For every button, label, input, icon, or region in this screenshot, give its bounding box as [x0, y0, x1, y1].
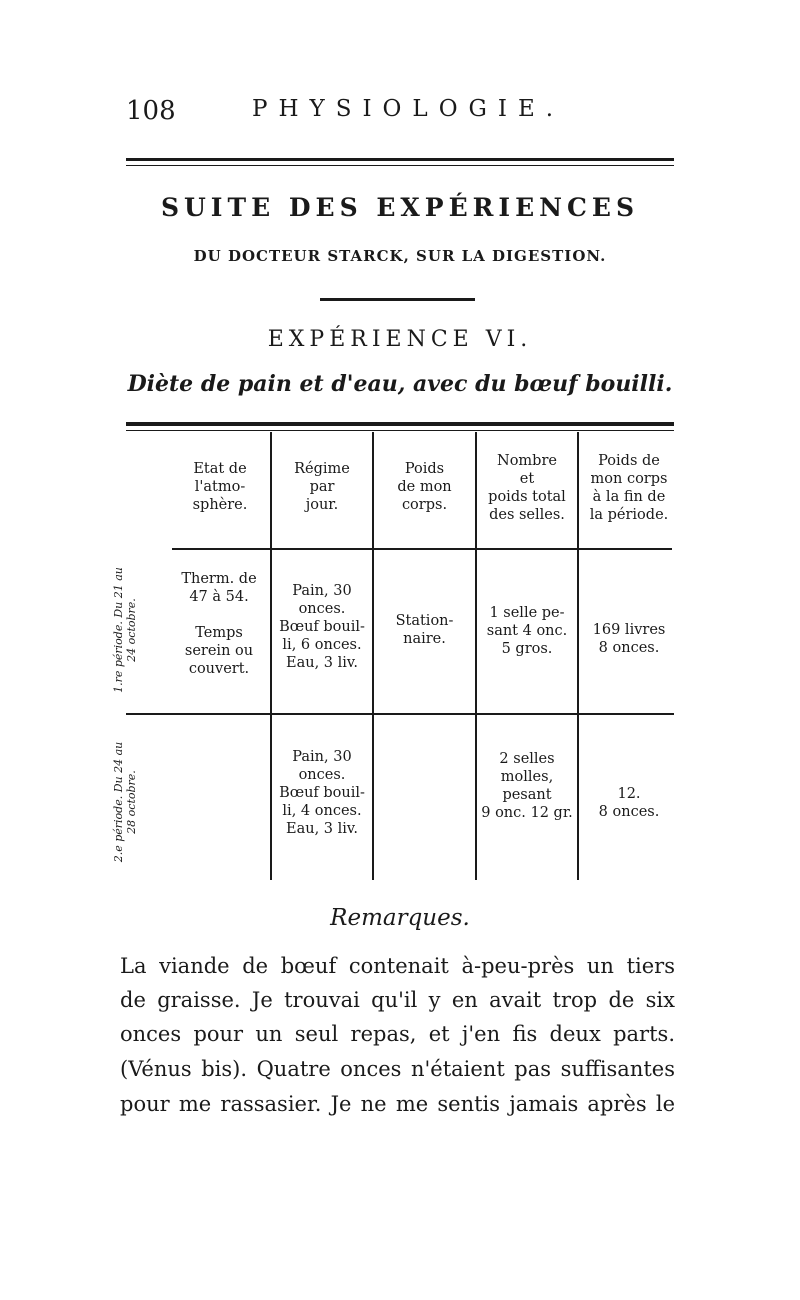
running-head: PHYSIOLOGIE.	[252, 96, 565, 122]
column-header-stools: Nombre et poids total des selles.	[488, 453, 566, 523]
table-cell: Station- naire.	[395, 613, 454, 647]
remarks-line: de graisse. Je trouvai qu'il y en avait trop de six	[120, 988, 675, 1012]
column-header-final-weight: Poids de mon corps à la fin de la période.	[589, 453, 669, 523]
row-label-period-2: 2.e période. Du 24 au 28 octobre.	[112, 741, 138, 863]
column-header-regime: Régime par jour.	[294, 461, 350, 513]
header-rule-thin	[126, 165, 674, 166]
row-label-period-1: 1.re période. Du 21 au 24 octobre.	[112, 567, 138, 693]
header-rule-thick	[126, 158, 674, 161]
diet-title: Diète de pain et d'eau, avec du bœuf bouilli.	[127, 371, 673, 397]
table-cell: Pain, 30 onces. Bœuf bouil- li, 6 onces. Eau, 3 liv.	[279, 583, 365, 671]
page-number: 108	[126, 96, 176, 126]
row-divider	[126, 713, 674, 715]
remarks-line: (Vénus bis). Quatre onces n'étaient pas suffisantes	[120, 1057, 675, 1081]
column-header-body-weight: Poids de mon corps.	[397, 461, 452, 513]
table-top-rule-thick	[126, 422, 674, 426]
header-underline	[172, 548, 672, 550]
subtitle: DU DOCTEUR STARCK, SUR LA DIGESTION.	[193, 247, 607, 265]
column-header-atmosphere: Etat de l'atmo- sphère.	[192, 461, 248, 513]
remarks-line: onces pour un seul repas, et j'en fis deux parts.	[120, 1022, 675, 1046]
table-cell: 169 livres 8 onces.	[592, 622, 666, 656]
experiment-title: EXPÉRIENCE VI.	[267, 327, 533, 352]
remarks-line: pour me rassasier. Je ne me sentis jamais après le	[120, 1092, 675, 1116]
table-cell: Pain, 30 onces. Bœuf bouil- li, 4 onces. Eau, 3 liv.	[279, 749, 365, 837]
table-cell: 12. 8 onces.	[598, 786, 660, 820]
main-title: SUITE DES EXPÉRIENCES	[160, 193, 640, 222]
table-cell: 1 selle pe- sant 4 onc. 5 gros.	[486, 605, 568, 657]
title-divider	[320, 298, 475, 301]
remarks-line: La viande de bœuf contenait à-peu-près un tiers	[120, 954, 675, 978]
remarks-title: Remarques.	[330, 905, 470, 931]
table-cell: Therm. de 47 à 54. Temps serein ou couvert.	[181, 571, 257, 677]
table-top-rule-thin	[126, 430, 674, 431]
table-cell: 2 selles molles, pesant 9 onc. 12 gr.	[481, 751, 573, 821]
